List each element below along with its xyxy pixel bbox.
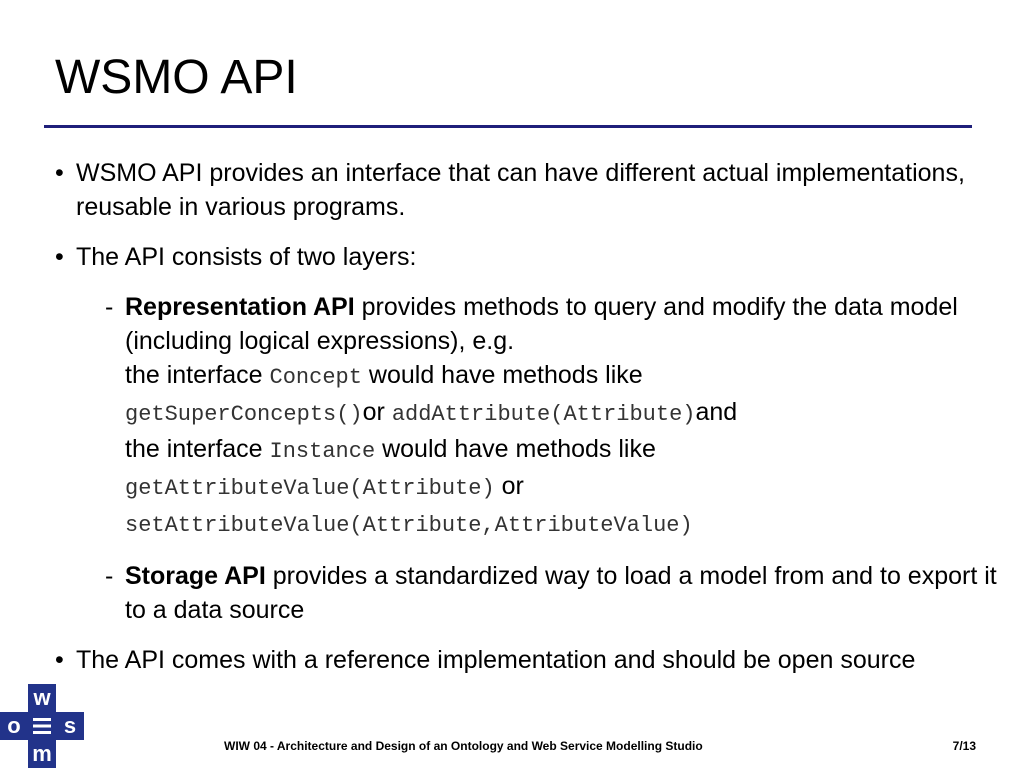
logo-center-stripe bbox=[33, 725, 51, 728]
example-text: or bbox=[494, 472, 524, 500]
slide-body bbox=[55, 156, 1005, 693]
bullet-marker: • bbox=[55, 243, 64, 271]
sub-item-storage-api bbox=[105, 559, 1005, 627]
page-number: 7/13 bbox=[952, 739, 976, 753]
logo-center-stripe bbox=[33, 718, 51, 721]
bullet-text: WSMO API provides an interface that can have different actual implementations, reusable in various programs. bbox=[76, 159, 965, 221]
slide-title: WSMO API bbox=[55, 51, 298, 104]
representation-api-label: Representation API bbox=[125, 293, 355, 321]
bullet-text: The API comes with a reference implementation and should be open source bbox=[76, 646, 916, 674]
example-text: would have methods like bbox=[361, 361, 643, 389]
logo-letter-s: s bbox=[63, 713, 77, 738]
example-text: or bbox=[362, 398, 392, 426]
bullet-item bbox=[55, 240, 1005, 274]
logo-letter-o: o bbox=[7, 713, 21, 738]
code-get-super-concepts: getSuperConcepts() bbox=[125, 402, 363, 427]
code-concept: Concept bbox=[269, 365, 362, 390]
bullet-item bbox=[55, 156, 1005, 224]
bullet-text: The API consists of two layers: bbox=[76, 243, 417, 271]
bullet-item bbox=[55, 643, 1005, 677]
logo-letter-w: w bbox=[33, 685, 51, 710]
example-text: the interface bbox=[125, 361, 270, 389]
example-text: and bbox=[695, 398, 738, 426]
logo-center-stripe bbox=[33, 731, 51, 734]
bullet-marker: • bbox=[55, 159, 64, 187]
code-add-attribute: addAttribute(Attribute) bbox=[391, 402, 696, 427]
dash-marker: - bbox=[105, 293, 114, 321]
bullet-marker: • bbox=[55, 646, 64, 674]
title-divider bbox=[44, 125, 972, 128]
slide-footer bbox=[0, 736, 1024, 756]
footer-text: WIW 04 - Architecture and Design of an Ontology and Web Service Modelling Studio bbox=[224, 739, 703, 753]
logo-letter-m: m bbox=[32, 741, 52, 766]
dash-marker: - bbox=[105, 562, 114, 590]
example-text: would have methods like bbox=[375, 435, 656, 463]
example-text: the interface bbox=[125, 435, 270, 463]
representation-api-text: provides methods to query and modify the data model (including logical expressions), e.g. bbox=[125, 293, 958, 355]
storage-api-label: Storage API bbox=[125, 562, 266, 590]
code-instance: Instance bbox=[269, 439, 376, 464]
storage-api-text: provides a standardized way to load a model from and to export it to a data source bbox=[125, 562, 997, 624]
code-set-attribute-value: setAttributeValue(Attribute,AttributeValue) bbox=[125, 513, 693, 538]
sub-item-representation-api bbox=[105, 290, 1005, 543]
code-get-attribute-value: getAttributeValue(Attribute) bbox=[125, 476, 495, 501]
